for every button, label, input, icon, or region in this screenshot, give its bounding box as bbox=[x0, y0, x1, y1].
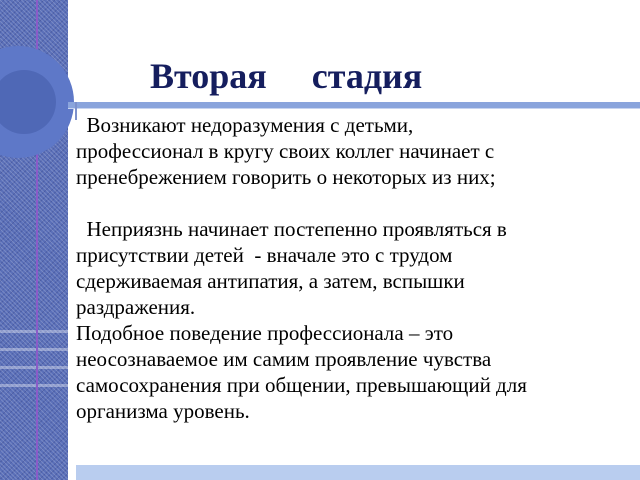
decorative-bottom-bar bbox=[76, 465, 640, 480]
paragraph-second: Неприязнь начинает постепенно проявляться в присутствии детей - вначале это с трудом сдерживаемая антипатия, а затем, вспышки раздражения. Подобное поведение профессионала – это неосознаваемое им самим проявление чувства самосохранения при общении, превышающий для организма уровень. bbox=[76, 217, 527, 423]
sidebar-stripe bbox=[0, 330, 68, 333]
paragraph-gap bbox=[76, 190, 616, 216]
paragraph-first: Возникают недоразумения с детьми, профессионал в кругу своих коллег начинает с пренебрежением говорить о некоторых из них; bbox=[76, 113, 496, 189]
decorative-horizontal-thin-line bbox=[68, 108, 640, 109]
slide-title: Вторая стадия bbox=[150, 56, 423, 96]
sidebar-stripe bbox=[0, 348, 68, 351]
slide-body bbox=[76, 112, 616, 424]
sidebar-stripe bbox=[0, 366, 68, 369]
sidebar-stripe bbox=[0, 384, 68, 387]
